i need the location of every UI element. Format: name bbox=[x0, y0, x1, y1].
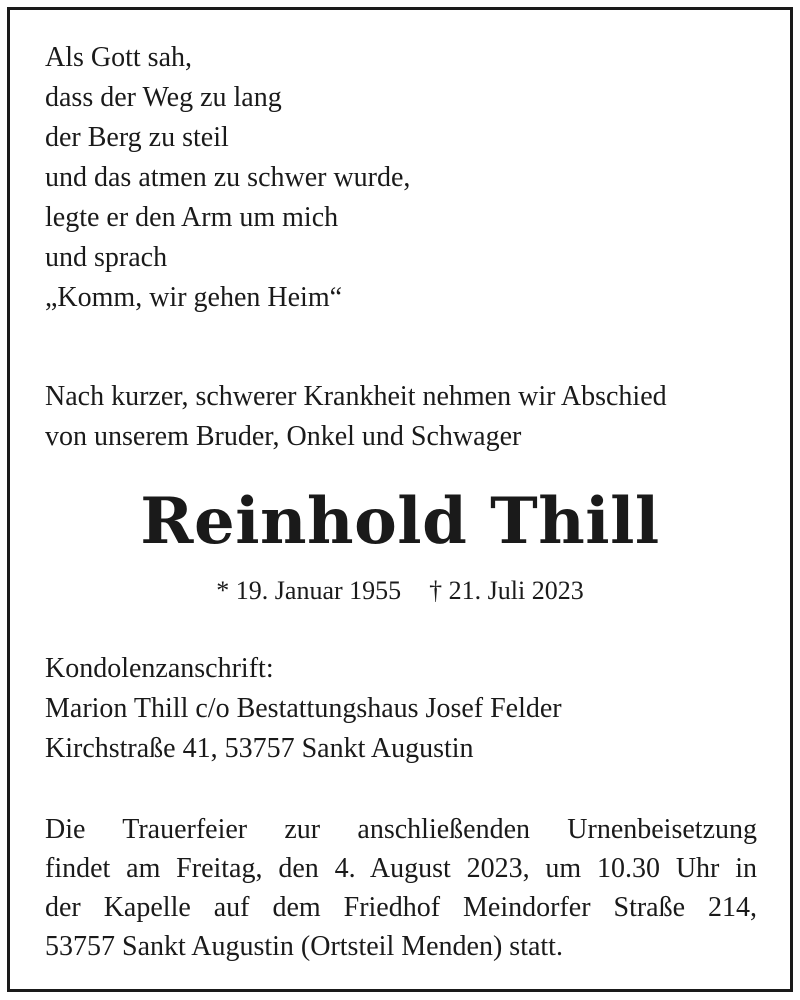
poem-line: der Berg zu steil bbox=[45, 122, 229, 153]
farewell-line: von unserem Bruder, Onkel und Schwager bbox=[45, 421, 522, 452]
poem-line: „Komm, wir gehen Heim“ bbox=[45, 282, 343, 313]
farewell-line: Nach kurzer, schwerer Krankheit nehmen wir Abschied bbox=[45, 381, 667, 412]
condolence-address bbox=[45, 649, 562, 769]
address-line: Kondolenzanschrift: bbox=[45, 653, 274, 684]
ceremony-details bbox=[45, 810, 757, 966]
address-line: Kirchstraße 41, 53757 Sankt Augustin bbox=[45, 733, 474, 764]
poem-line: und das atmen zu schwer wurde, bbox=[45, 162, 411, 193]
poem-line: Als Gott sah, bbox=[45, 42, 192, 73]
ceremony-line: findet am Freitag, den 4. August 2023, um 10.30 Uhr in bbox=[45, 853, 757, 884]
poem bbox=[45, 38, 410, 318]
life-dates bbox=[0, 573, 800, 609]
birth-date: * 19. Januar 1955 bbox=[216, 576, 402, 605]
poem-line: dass der Weg zu lang bbox=[45, 82, 282, 113]
ceremony-line: 53757 Sankt Augustin (Ortsteil Menden) statt. bbox=[45, 931, 563, 962]
poem-line: legte er den Arm um mich bbox=[45, 202, 339, 233]
poem-line: und sprach bbox=[45, 242, 168, 273]
deceased-name: Reinhold Thill bbox=[140, 484, 660, 559]
address-line: Marion Thill c/o Bestattungshaus Josef Felder bbox=[45, 693, 562, 724]
death-date: † 21. Juli 2023 bbox=[429, 576, 584, 605]
ceremony-line: Die Trauerfeier zur anschließenden Urnenbeisetzung bbox=[45, 814, 757, 845]
ceremony-line: der Kapelle auf dem Friedhof Meindorfer Straße 214, bbox=[45, 892, 757, 923]
farewell-text bbox=[45, 377, 667, 457]
